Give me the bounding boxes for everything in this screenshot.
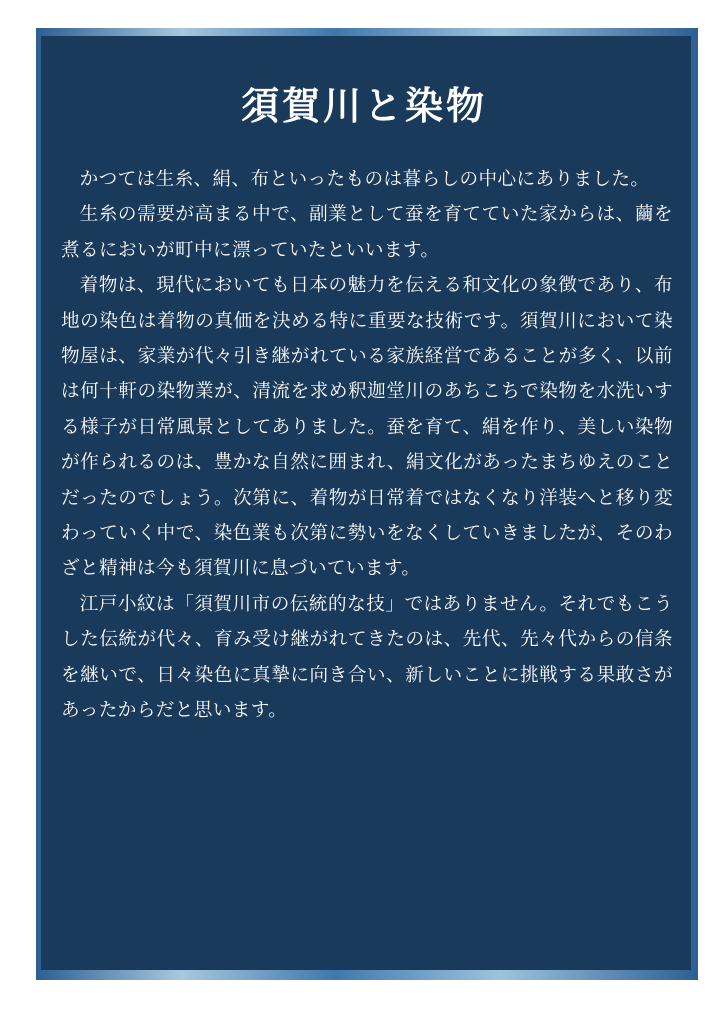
article-body — [61, 162, 673, 729]
paragraph-1: かつては生糸、絹、布といったものは暮らしの中心にありました。 — [79, 169, 650, 190]
paragraph-2: 生糸の需要が高まる中で、副業として蚕を育てていた家からは、繭を煮るにおいが町中に漂っていたといいます。 — [61, 204, 673, 261]
paragraph-3: 着物は、現代においても日本の魅力を伝える和文化の象徴であり、布地の染色は着物の真価を決める特に重要な技術です。須賀川において染物屋は、家業が代々引き継がれている家族経営であることが多く、以前は何十軒の染物業が、清流を求め釈迦堂川のあちこちで染物を水洗いする様子が日常風景としてありました。蚕を育て、絹を作り、美しい染物が作られるのは、豊かな自然に囲まれ、絹文化があったまちゆえのことだったのでしょう。次第に、着物が日常着ではなくなり洋装へと移り変わっていく中で、染色業も次第に勢いをなくしていきましたが、そのわざと精神は今も須賀川に息づいています。 — [61, 275, 673, 580]
page-title: 須賀川と染物 — [240, 84, 487, 128]
paragraph-4: 江戸小紋は「須賀川市の伝統的な技」ではありません。それでもこうした伝統が代々、育み受け継がれてきたのは、先代、先々代からの信条を継いで、日々染色に真摯に向き合い、新しいことに挑戦する果敢さがあったからだと思います。 — [61, 593, 673, 722]
content-panel — [41, 36, 691, 970]
